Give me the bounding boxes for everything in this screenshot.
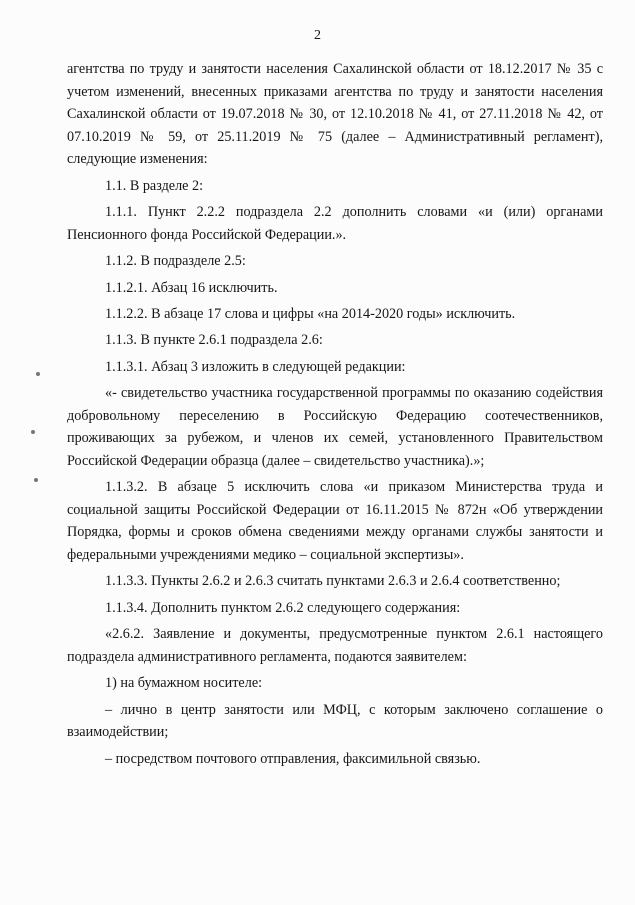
list-item-in-person: – лично в центр занятости или МФЦ, с которым заключено соглашение о взаимодействии;: [67, 701, 603, 741]
paragraph-1-1-2-2: 1.1.2.2. В абзаце 17 слова и цифры «на 2014-2020 годы» исключить.: [105, 305, 516, 322]
scan-speck: [34, 478, 38, 482]
document-body: [67, 58, 603, 774]
paragraph-1-1-3-1: 1.1.3.1. Абзац 3 изложить в следующей редакции:: [105, 358, 406, 375]
paragraph-section-2: 1.1. В разделе 2:: [105, 177, 204, 194]
paragraph-1-1-2: 1.1.2. В подразделе 2.5:: [105, 253, 246, 270]
list-item-mail-fax: – посредством почтового отправления, факсимильной связью.: [105, 750, 481, 767]
page-number: 2: [314, 28, 321, 43]
paragraph-1-1-3-2: 1.1.3.2. В абзаце 5 исключить слова «и приказом Министерства труда и социальной защиты Российской Федерации от 16.11.2015 № 872н «Об утверждении Порядка, формы и сроков обмена сведениями между органами службы занятости и федеральными учреждениями медико – социальной экспертизы».: [67, 479, 603, 564]
paragraph-1-1-2-1: 1.1.2.1. Абзац 16 исключить.: [105, 279, 278, 296]
paragraph-continuation: агентства по труду и занятости населения Сахалинской области от 18.12.2017 № 35 с учетом изменений, внесенных приказами агентства по труду и занятости населения Сахалинской области от 19.07.2018 № 30, от 12.10.2018 № 41, от 27.11.2018 № 42, от 07.10.2019 № 59, от 25.11.2019 № 75 (далее – Административный регламент), следующие изменения:: [67, 61, 603, 168]
paragraph-1-1-3-4: 1.1.3.4. Дополнить пунктом 2.6.2 следующего содержания:: [105, 599, 461, 616]
paragraph-1-1-3-3: 1.1.3.3. Пункты 2.6.2 и 2.6.3 считать пунктами 2.6.3 и 2.6.4 соответственно;: [105, 573, 561, 590]
list-item-paper: 1) на бумажном носителе:: [105, 675, 263, 692]
paragraph-1-1-3: 1.1.3. В пункте 2.6.1 подраздела 2.6:: [105, 332, 323, 349]
scan-speck: [36, 372, 40, 376]
scan-speck: [31, 430, 35, 434]
quoted-paragraph-2-6-2: «2.6.2. Заявление и документы, предусмотренные пунктом 2.6.1 настоящего подраздела административного регламента, подаются заявителем:: [67, 626, 603, 665]
quoted-paragraph-certificate: «- свидетельство участника государственной программы по оказанию содействия добровольному переселению в Российскую Федерацию соотечественников, проживающих за рубежом, и членов их семей, установленного Правительством Российской Федерации образца (далее – свидетельство участника).»;: [67, 385, 603, 469]
paragraph-1-1-1: 1.1.1. Пункт 2.2.2 подраздела 2.2 дополнить словами «и (или) органами Пенсионного фонда Российской Федерации.».: [67, 204, 603, 243]
